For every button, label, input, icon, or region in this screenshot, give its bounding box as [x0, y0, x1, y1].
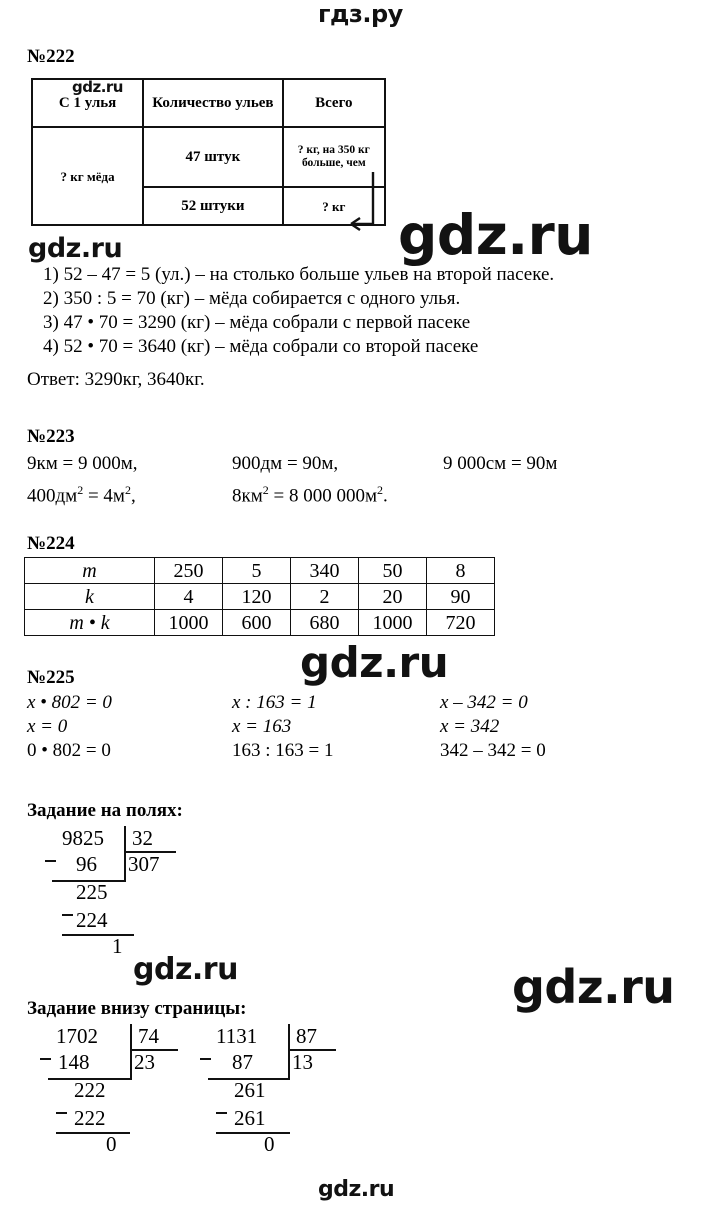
cell-k-4: 90	[427, 584, 495, 610]
table-row	[32, 127, 385, 187]
equation-1-sol: x = 0	[27, 716, 68, 737]
cell-honey-per-hive: ? кг мёда	[32, 127, 143, 225]
watermark: gdz.ru	[72, 78, 123, 96]
solution-step: 1) 52 – 47 = 5 (ул.) – на столько больше ульев на второй пасеке.	[43, 264, 555, 285]
cell-mk-2: 680	[291, 610, 359, 636]
division-divisor: 87	[296, 1024, 317, 1048]
exercise-number-225: №225	[27, 667, 75, 688]
division-dividend: 9825	[62, 826, 104, 850]
long-division-1131	[198, 1024, 378, 1154]
division-rule-2	[56, 1132, 130, 1134]
conversion-5-sup2: 2	[377, 483, 384, 497]
division-partial-1: 222	[74, 1078, 106, 1102]
row-label-mk: m • k	[25, 610, 155, 636]
table-row	[25, 558, 495, 584]
long-division-1702	[38, 1024, 218, 1154]
cell-k-0: 4	[155, 584, 223, 610]
division-quotient: 307	[128, 852, 160, 876]
division-partial-1: 225	[76, 880, 108, 904]
watermark: gdz.ru	[28, 233, 123, 264]
division-dividend: 1131	[216, 1024, 258, 1048]
exercise-number-223: №223	[27, 426, 75, 447]
margin-task-title: Задание на полях:	[27, 800, 183, 821]
cell-total-first: ? кг, на 350 кг больше, чем	[283, 127, 385, 187]
watermark: gdz.ru	[398, 203, 593, 267]
cell-k-2: 2	[291, 584, 359, 610]
site-logo: гдз.ру	[318, 0, 403, 28]
cell-mk-1: 600	[223, 610, 291, 636]
cell-m-2: 340	[291, 558, 359, 584]
long-division-9825	[40, 826, 220, 956]
solution-step: 4) 52 • 70 = 3640 (кг) – мёда собрали со второй пасеке	[43, 336, 479, 357]
solution-step: 3) 47 • 70 = 3290 (кг) – мёда собрали с первой пасеке	[43, 312, 471, 333]
equation-2: x : 163 = 1	[232, 692, 317, 713]
division-subtrahend-1: 148	[58, 1050, 90, 1074]
conversion-4-post: ,	[130, 485, 136, 507]
conversion-5-pre: 8км	[232, 485, 263, 507]
division-quotient: 23	[134, 1050, 155, 1074]
division-vbar	[130, 1024, 132, 1080]
conversion-5-sup1: 2	[262, 483, 269, 497]
equation-2-check: 163 : 163 = 1	[232, 740, 334, 761]
cell-hives-second: 52 штуки	[143, 187, 282, 225]
minus-sign-2	[216, 1112, 227, 1114]
header-cell-hive-count: Количество ульев	[143, 79, 282, 127]
conversion-4-pre: 400дм	[27, 485, 78, 507]
row-label-k: k	[25, 584, 155, 610]
table-row	[25, 610, 495, 636]
division-rule-2	[62, 934, 134, 936]
cell-total-second: ? кг	[283, 187, 385, 225]
division-divisor: 74	[138, 1024, 159, 1048]
equation-1-check: 0 • 802 = 0	[27, 740, 111, 761]
division-vbar	[288, 1024, 290, 1080]
division-remainder: 0	[264, 1132, 275, 1156]
minus-sign-1	[40, 1058, 51, 1060]
header-cell-per-hive: С 1 улья	[32, 79, 143, 127]
conversion-3: 9 000см = 90м	[443, 453, 558, 474]
conversion-4-sup1: 2	[77, 483, 84, 497]
division-rule-2	[216, 1132, 290, 1134]
watermark: gdz.ru	[133, 952, 238, 987]
division-vbar	[124, 826, 126, 882]
equation-2-sol: x = 163	[232, 716, 292, 737]
division-subtrahend-2: 222	[74, 1106, 106, 1130]
minus-sign-2	[62, 914, 73, 916]
division-subtrahend-2: 224	[76, 908, 108, 932]
conversion-5	[232, 478, 388, 508]
conversion-4	[27, 478, 136, 508]
cell-m-1: 5	[223, 558, 291, 584]
equation-3-check: 342 – 342 = 0	[440, 740, 546, 761]
division-subtrahend-2: 261	[234, 1106, 266, 1130]
division-partial-1: 261	[234, 1078, 266, 1102]
division-subtrahend-1: 96	[76, 852, 97, 876]
division-dividend: 1702	[56, 1024, 98, 1048]
conversion-4-mid: = 4м	[83, 485, 125, 507]
conversion-2: 900дм = 90м,	[232, 453, 339, 474]
equation-1: x • 802 = 0	[27, 692, 112, 713]
bottom-task-title: Задание внизу страницы:	[27, 998, 247, 1019]
cell-m-4: 8	[427, 558, 495, 584]
solution-steps-222	[43, 263, 554, 359]
exercise-number-224: №224	[27, 533, 75, 554]
division-remainder: 1	[112, 934, 123, 958]
cell-k-1: 120	[223, 584, 291, 610]
equation-3: x – 342 = 0	[440, 692, 528, 713]
division-remainder: 0	[106, 1132, 117, 1156]
solution-step: 2) 350 : 5 = 70 (кг) – мёда собирается с одного улья.	[43, 288, 461, 309]
minus-sign-1	[45, 860, 56, 862]
minus-sign-1	[200, 1058, 211, 1060]
minus-sign-2	[56, 1112, 67, 1114]
cell-m-0: 250	[155, 558, 223, 584]
equation-3-sol: x = 342	[440, 716, 500, 737]
table-row	[32, 79, 385, 127]
cell-mk-3: 1000	[359, 610, 427, 636]
table-224	[24, 557, 495, 636]
division-quotient: 13	[292, 1050, 313, 1074]
division-subtrahend-1: 87	[232, 1050, 253, 1074]
table-222	[31, 78, 386, 226]
cell-m-3: 50	[359, 558, 427, 584]
reference-arrow-icon	[337, 168, 389, 248]
watermark: gdz.ru	[512, 960, 675, 1014]
division-divisor: 32	[132, 826, 153, 850]
cell-hives-first: 47 штук	[143, 127, 282, 187]
header-cell-total: Всего	[283, 79, 385, 127]
cell-k-3: 20	[359, 584, 427, 610]
cell-mk-4: 720	[427, 610, 495, 636]
answer-222: Ответ: 3290кг, 3640кг.	[27, 369, 205, 390]
cell-mk-0: 1000	[155, 610, 223, 636]
exercise-number-222: №222	[27, 46, 75, 67]
conversion-1: 9км = 9 000м,	[27, 453, 138, 474]
conversion-5-post: .	[383, 485, 388, 507]
watermark: gdz.ru	[300, 638, 449, 687]
conversion-4-sup2: 2	[124, 483, 131, 497]
watermark: gdz.ru	[318, 1177, 395, 1202]
table-row	[25, 584, 495, 610]
row-label-m: m	[25, 558, 155, 584]
conversion-5-mid: = 8 000 000м	[268, 485, 378, 507]
